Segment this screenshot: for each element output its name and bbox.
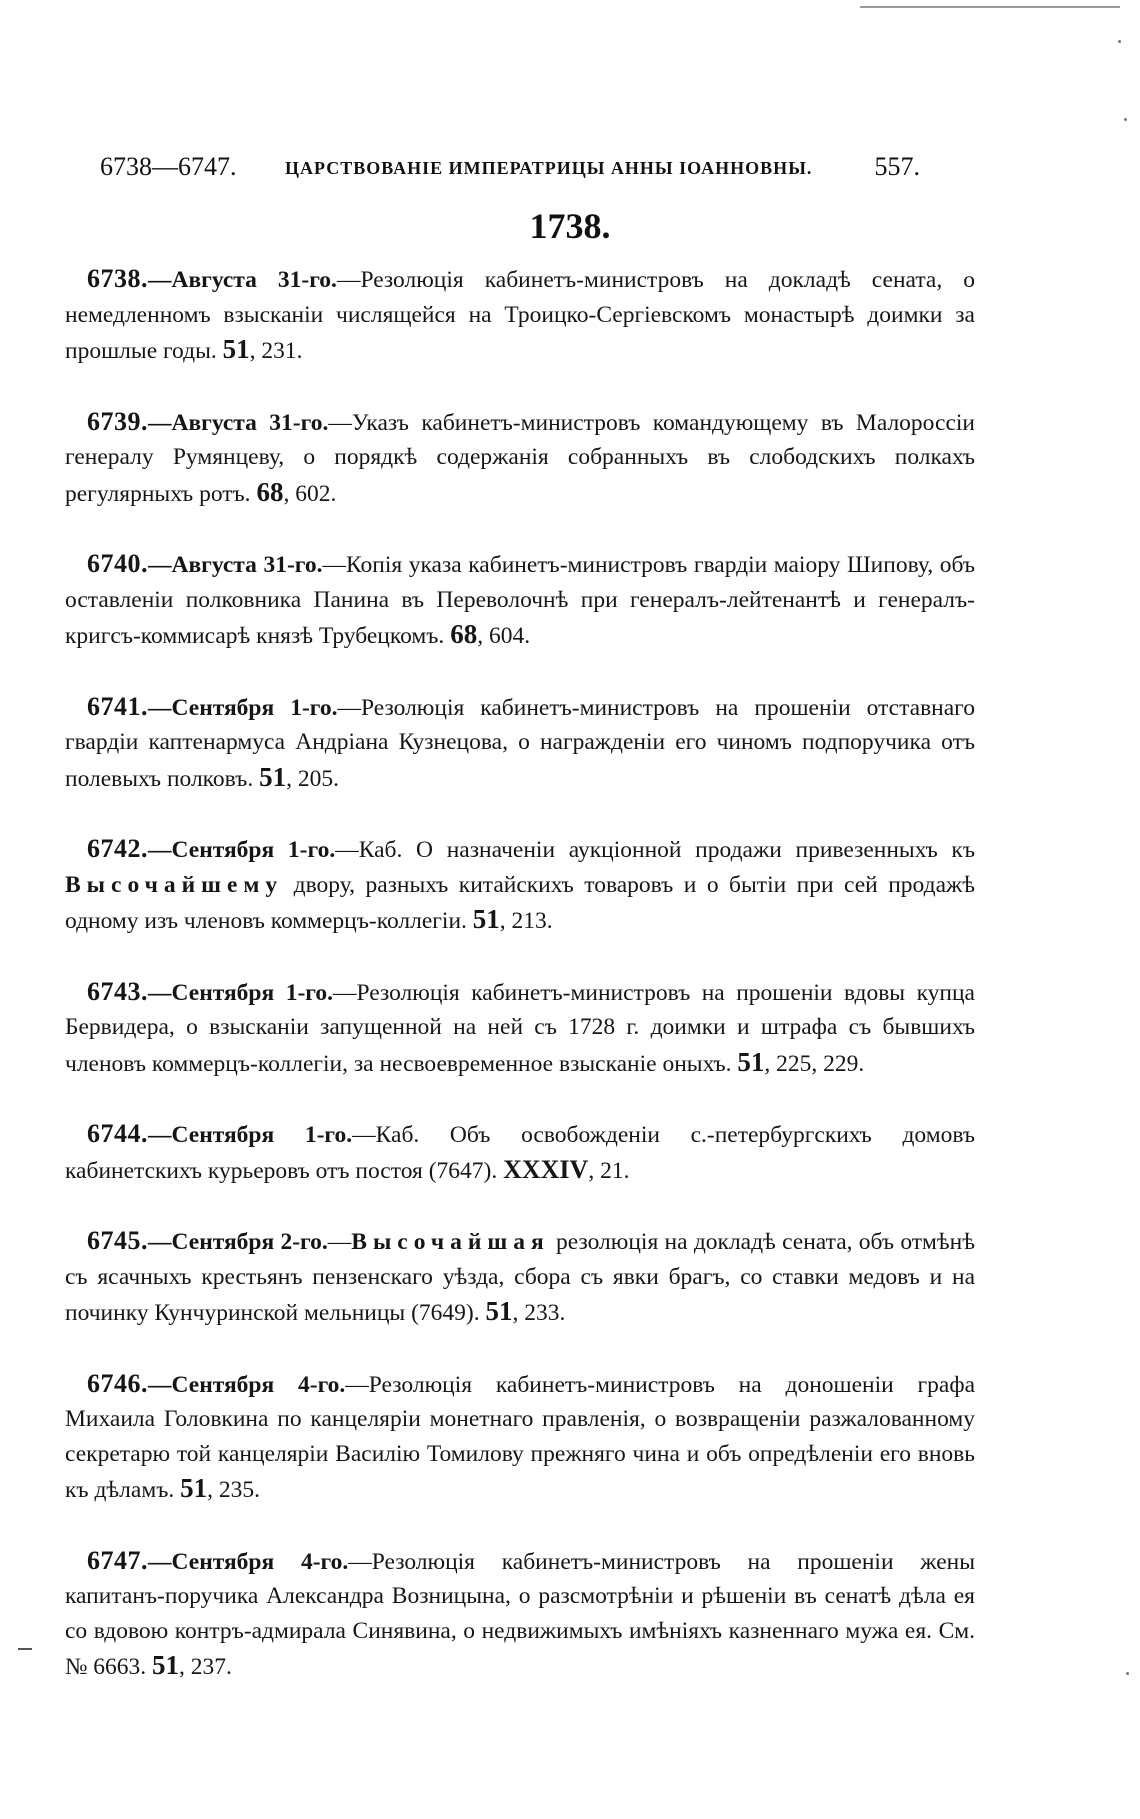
entry-text: — xyxy=(327,1229,352,1255)
volume-ref: 68 xyxy=(450,619,478,649)
entry-6745 xyxy=(65,1224,975,1331)
entry-number: 6739. xyxy=(87,406,148,436)
entry-text: —Резолюція кабинетъ-министровъ на доношеніи графа Михаила Головкина по канцеляріи монетнаго правленія, о возвращеніи разжалованному секретарю той канцеляріи Василію Томилову прежняго чина и объ опредѣленіи его вновь къ дѣламъ. xyxy=(65,1371,975,1503)
entry-date: —Сентября 4-го. xyxy=(148,1371,346,1398)
volume-ref: 51 xyxy=(472,904,500,934)
scan-speck xyxy=(1124,118,1127,121)
page-ref: , 602. xyxy=(283,480,337,507)
entry-6744 xyxy=(65,1117,975,1188)
scan-edge-line xyxy=(860,6,1120,8)
entry-6738 xyxy=(65,262,975,369)
volume-ref: 51 xyxy=(180,1473,208,1503)
page-number: 557. xyxy=(874,152,920,181)
entry-6742 xyxy=(65,832,975,939)
page-ref: , 205. xyxy=(286,765,339,792)
entry-date: —Августа 31-го. xyxy=(148,409,329,436)
entry-number: 6743. xyxy=(87,976,148,1006)
header-title: ЦАРСТВОВАНІЕ ИМПЕРАТРИЦЫ АННЫ ІОАННОВНЫ. xyxy=(285,158,813,178)
entry-6741 xyxy=(65,690,975,797)
page-ref: , 21. xyxy=(588,1157,630,1184)
entry-number: 6740. xyxy=(87,549,148,578)
spaced-word: Высочайшему xyxy=(65,871,284,898)
entry-date: —Августа 31-го. xyxy=(148,267,337,293)
volume-ref: 51 xyxy=(737,1046,765,1077)
entry-date: —Сентября 1-го. xyxy=(148,1122,353,1148)
entry-date: —Сентября 4-го. xyxy=(148,1548,349,1575)
volume-ref: 51 xyxy=(485,1296,513,1326)
entry-text: —Каб. О назначеніи аукціонной продажи привезенныхъ къ xyxy=(335,837,976,863)
entry-number: 6741. xyxy=(87,691,148,721)
volume-ref: 68 xyxy=(256,476,284,507)
entry-text: —Резолюція кабинетъ-министровъ на докладѣ сената, о немедленномъ взысканіи числящейся на Троицко-Сергіевскомъ монастырѣ доимки за прошлые годы. xyxy=(65,267,975,364)
page-ref: , 233. xyxy=(512,1300,566,1326)
margin-mark xyxy=(18,1648,32,1650)
entry-text: —Копія указа кабинетъ-министровъ гвардіи маіору Шипову, объ оставленіи полковника Панина въ Переволочнѣ при генералъ-лейтенантѣ и генералъ-кригсъ-коммисарѣ князѣ Трубецкомъ. xyxy=(65,552,975,649)
volume-ref: 51 xyxy=(222,334,250,364)
entry-6740 xyxy=(65,547,975,654)
entry-text: —Резолюція кабинетъ-министровъ на прошеніи отставнаго гвардіи каптенармуса Андріана Кузнецова, о награжденіи его чиномъ подпоручика отъ полевыхъ полковъ. xyxy=(65,694,975,792)
page-ref: , 225, 229. xyxy=(764,1050,865,1077)
entry-date: —Августа 31-го. xyxy=(148,552,323,578)
entry-number: 6745. xyxy=(87,1226,148,1255)
entry-6739 xyxy=(65,405,975,512)
entry-date: —Сентября 1-го. xyxy=(148,694,338,721)
entry-number: 6738. xyxy=(87,264,148,293)
entry-date: —Сентября 2-го. xyxy=(148,1229,328,1255)
page-ref: , 604. xyxy=(477,623,531,649)
year-heading: 1738. xyxy=(529,206,611,246)
entry-6747 xyxy=(65,1544,975,1685)
entry-6746 xyxy=(65,1367,975,1508)
entries-list xyxy=(65,262,975,1721)
entry-number: 6747. xyxy=(87,1545,148,1575)
page-ref: , 231. xyxy=(249,338,303,364)
scan-speck xyxy=(1126,1672,1129,1675)
entry-text-cont: резолюція на докладѣ сената, объ отмѣнѣ съ ясачныхъ крестьянъ пензенскаго уѣзда, сбора съ явки брагъ, со ставки медовъ и на починку Кунчуринской мельницы (7649). xyxy=(65,1229,975,1326)
entry-number: 6742. xyxy=(87,834,148,863)
page-ref: , 213. xyxy=(499,908,553,934)
entry-text: —Резолюція кабинетъ-министровъ на прошеніи жены капитанъ-поручика Александра Возницына, о разсмотрѣніи и рѣшеніи въ сенатѣ дѣла ея со вдовою контръ-адмирала Синявина, о недвижимыхъ имѣніяхъ казненнаго мужа ея. См. № 6663. xyxy=(65,1548,975,1680)
volume-ref: 51 xyxy=(152,1650,180,1680)
entry-number: 6746. xyxy=(87,1368,148,1398)
running-header xyxy=(100,152,920,192)
entry-text: —Указъ кабинетъ-министровъ командующему въ Малороссіи генералу Румянцеву, о порядкѣ содержанія собранныхъ въ слободскихъ полкахъ регулярныхъ ротъ. xyxy=(65,409,975,507)
entry-date: —Сентября 1-го. xyxy=(148,837,336,863)
entry-text-cont: двору, разныхъ китайскихъ товаровъ и о бытіи при сей продажѣ одному изъ членовъ коммерцъ-коллегіи. xyxy=(65,871,975,934)
entry-number: 6744. xyxy=(87,1119,148,1148)
scan-speck xyxy=(1118,40,1121,43)
entry-text: —Резолюція кабинетъ-министровъ на прошеніи вдовы купца Бервидера, о взысканіи запущенной на ней съ 1728 г. доимки и штрафа съ бывшихъ членовъ коммерцъ-коллегіи, за несвоевременное взысканіе оныхъ. xyxy=(65,979,975,1077)
entry-range: 6738—6747. xyxy=(100,152,237,181)
entry-text: —Каб. Объ освобожденіи с.-петербургскихъ домовъ кабинетскихъ курьеровъ отъ постоя (7647). xyxy=(65,1122,976,1184)
entry-date: —Сентября 1-го. xyxy=(148,979,333,1006)
page-ref: , 235. xyxy=(207,1477,260,1503)
volume-ref: XXXIV xyxy=(503,1154,589,1184)
volume-ref: 51 xyxy=(259,761,287,792)
entry-6743 xyxy=(65,975,975,1082)
page-ref: , 237. xyxy=(179,1654,232,1680)
spaced-word: Высочайшая xyxy=(351,1229,550,1255)
